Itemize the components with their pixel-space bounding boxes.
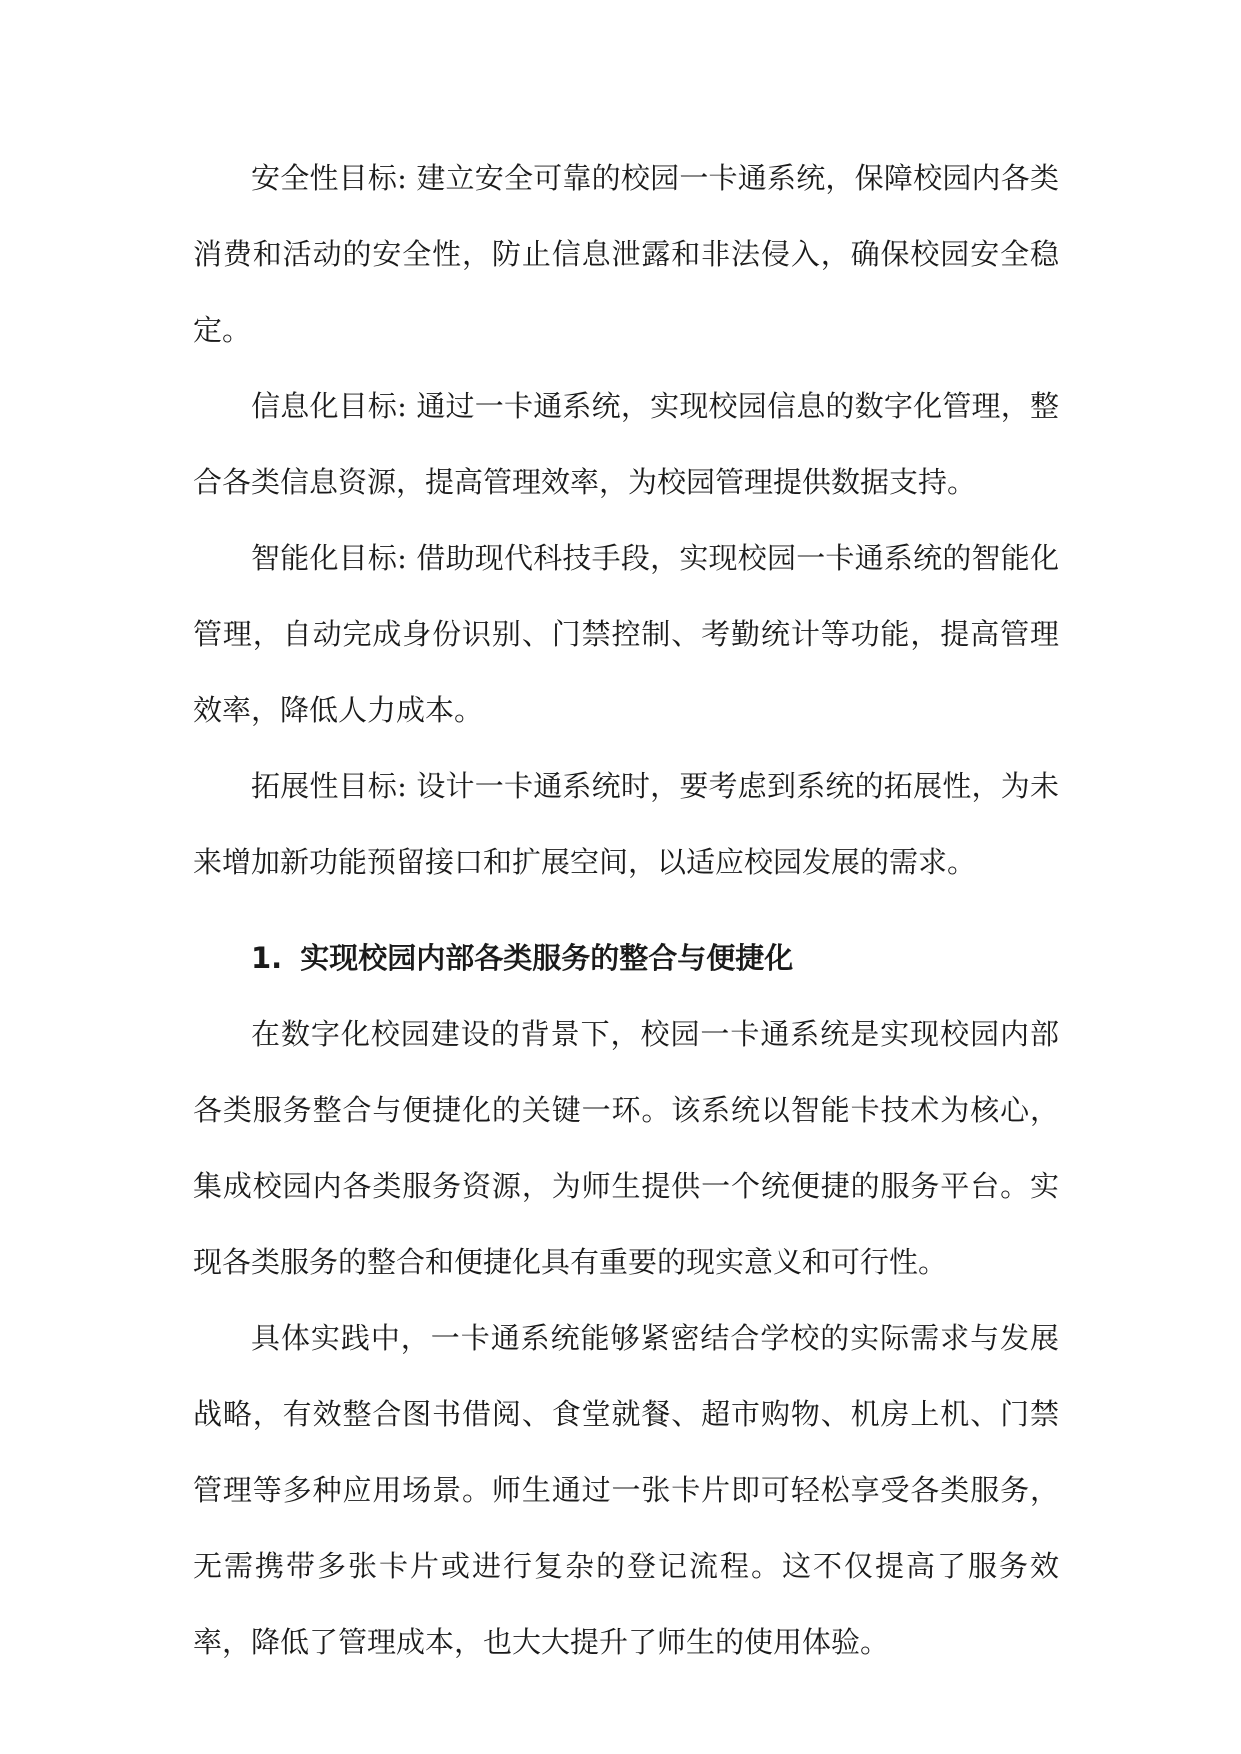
paragraph-extensibility-goal: 拓展性目标: 设计一卡通系统时，要考虑到系统的拓展性，为未来增加新功能预留接口和扩展空间，以适应校园发展的需求。	[193, 769, 1059, 879]
section-heading	[193, 920, 1059, 996]
paragraph-security-goal: 安全性目标: 建立安全可靠的校园一卡通系统，保障校园内各类消费和活动的安全性，防止信息泄露和非法侵入，确保校园安全稳定。	[193, 161, 1059, 347]
paragraph-intelligence-goal: 智能化目标: 借助现代科技手段，实现校园一卡通系统的智能化管理，自动完成身份识别、门禁控制、考勤统计等功能，提高管理效率，降低人力成本。	[193, 541, 1059, 727]
body-text	[193, 140, 1059, 1680]
paragraph-informatization-goal: 信息化目标: 通过一卡通系统，实现校园信息的数字化管理，整合各类信息资源，提高管理效率，为校园管理提供数据支持。	[193, 389, 1059, 499]
paragraph-integration-background: 在数字化校园建设的背景下，校园一卡通系统是实现校园内部各类服务整合与便捷化的关键一环。该系统以智能卡技术为核心，集成校园内各类服务资源，为师生提供一个统便捷的服务平台。实现各类服务的整合和便捷化具有重要的现实意义和可行性。	[193, 1017, 1059, 1279]
paragraph-integration-practice: 具体实践中，一卡通系统能够紧密结合学校的实际需求与发展战略，有效整合图书借阅、食堂就餐、超市购物、机房上机、门禁管理等多种应用场景。师生通过一张卡片即可轻松享受各类服务，无需携带多张卡片或进行复杂的登记流程。这不仅提高了服务效率，降低了管理成本，也大大提升了师生的使用体验。	[193, 1321, 1059, 1659]
section-number: 1.	[251, 941, 283, 975]
section-title: 实现校园内部各类服务的整合与便捷化	[300, 941, 794, 975]
